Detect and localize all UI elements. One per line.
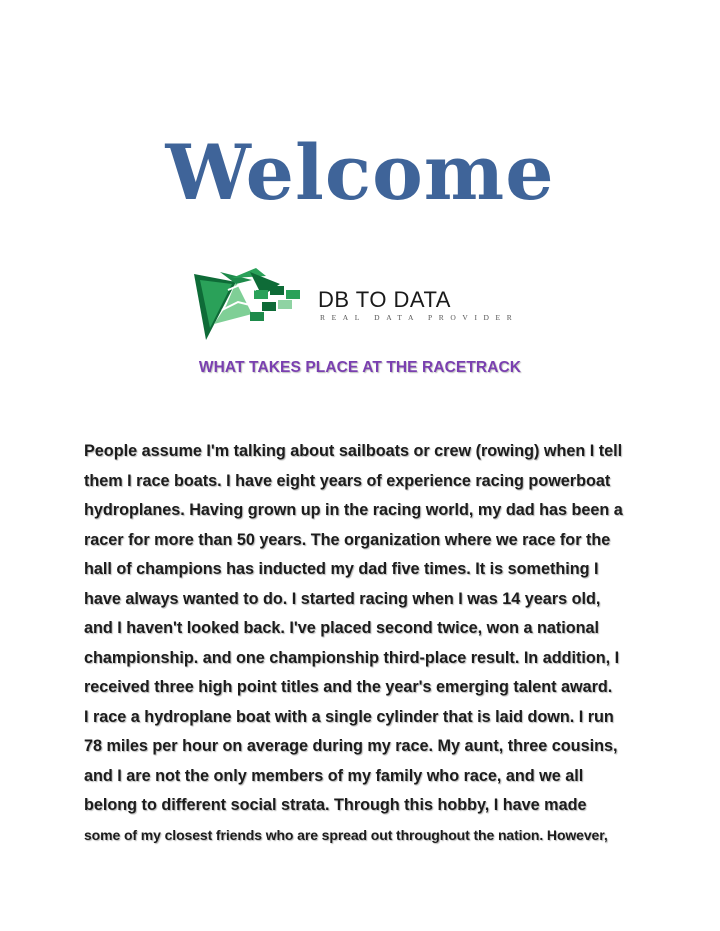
body-line: and I haven't looked back. I've placed second twice, won a national [84, 619, 600, 637]
body-line: hall of champions has inducted my dad five times. It is something I [84, 560, 599, 578]
section-subtitle: WHAT TAKES PLACE AT THE RACETRACK [198, 359, 522, 376]
body-line: and I are not the only members of my family who race, and we all [84, 766, 584, 785]
body-paragraph [84, 437, 664, 850]
body-line: received three high point titles and the year's emerging talent award. [84, 678, 613, 696]
body-line: belong to different social strata. Through this hobby, I have made [84, 796, 587, 814]
body-line: some of my closest friends who are spread out throughout the nation. However, [84, 826, 608, 843]
body-line: I race a hydroplane boat with a single cylinder that is laid down. I run [84, 707, 614, 726]
logo-tagline: REAL DATA PROVIDER [320, 313, 519, 322]
body-line: have always wanted to do. I started racing when I was 14 years old, [84, 589, 601, 608]
body-line: championship. and one championship third-place result. In addition, I [84, 648, 620, 667]
body-line: racer for more than 50 years. The organization where we race for the [84, 530, 611, 549]
body-line: them I race boats. I have eight years of experience racing powerboat [84, 471, 611, 490]
db-to-data-logo [192, 266, 522, 342]
body-line: hydroplanes. Having grown up in the racing world, my dad has been a [84, 501, 623, 519]
body-line: People assume I'm talking about sailboats or crew (rowing) when I tell [84, 442, 623, 460]
logo-name: DB TO DATA [318, 287, 451, 312]
body-line: 78 miles per hour on average during my race. My aunt, three cousins, [84, 737, 618, 755]
logo-mark-icon [192, 266, 318, 342]
page-title: Welcome [165, 128, 555, 217]
